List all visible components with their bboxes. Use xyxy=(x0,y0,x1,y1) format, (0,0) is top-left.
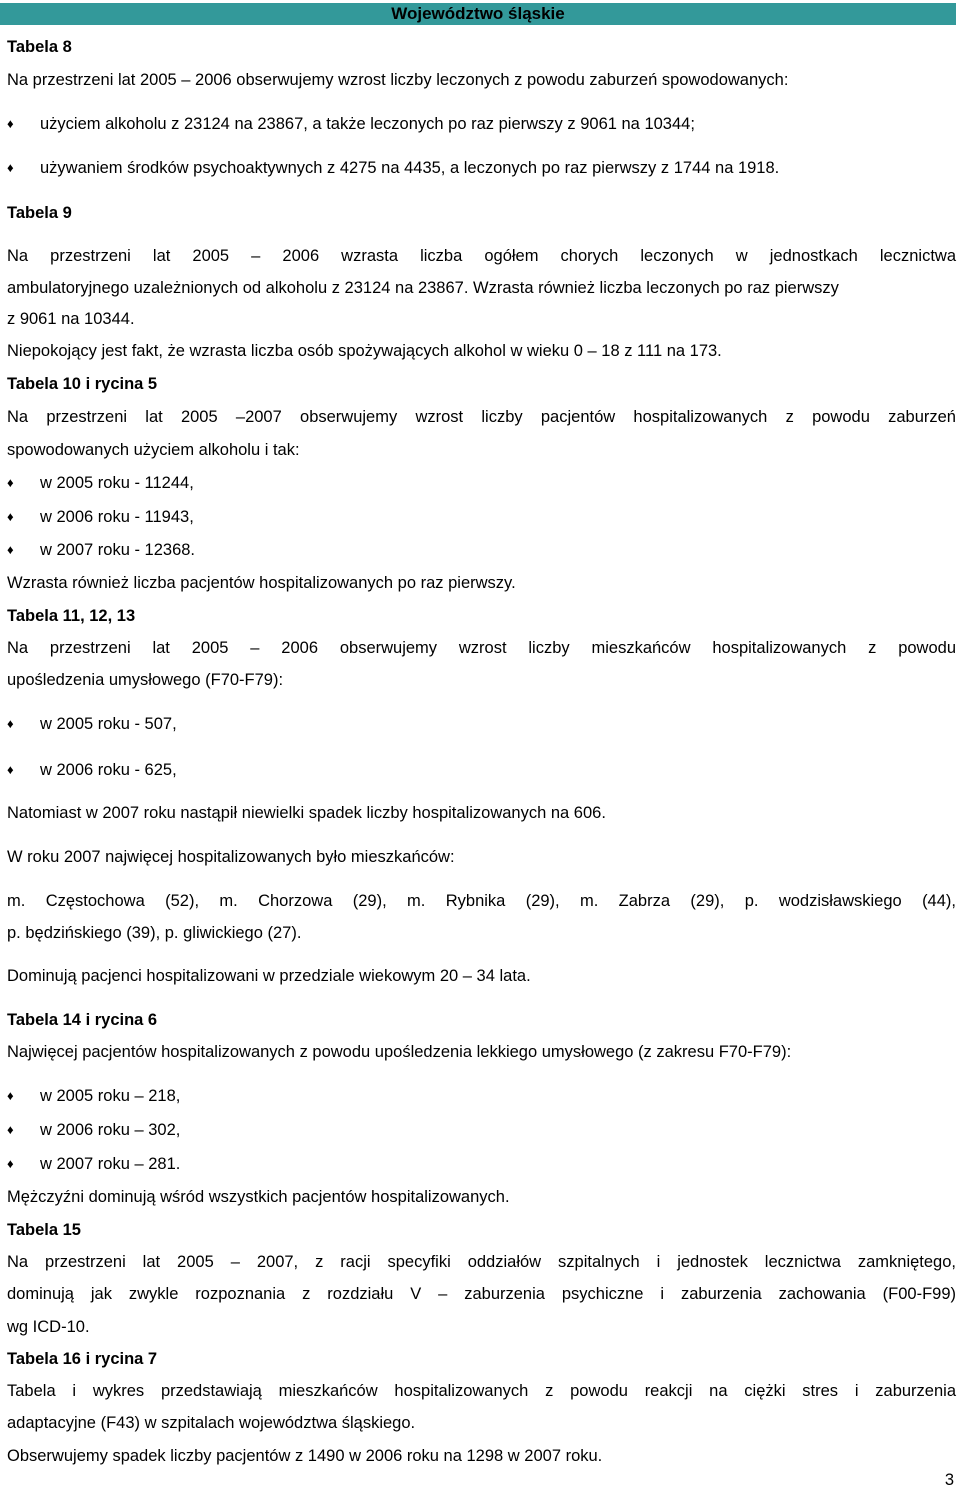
paragraph-line: Na przestrzeni lat 2005 – 2006 wzrasta liczba ogółem chorych leczonych w jednostkach lecznictwa xyxy=(7,247,956,265)
paragraph-line: Na przestrzeni lat 2005 – 2007, z racji specyfiki oddziałów szpitalnych i jednostek lecznictwa zamkniętego, xyxy=(7,1253,956,1271)
paragraph-line: Najwięcej pacjentów hospitalizowanych z powodu upośledzenia lekkiego umysłowego (z zakresu F70-F79): xyxy=(7,1043,792,1061)
diamond-bullet-icon: ♦ xyxy=(7,762,14,777)
page-number: 3 xyxy=(944,1471,954,1489)
list-item-text: w 2006 roku - 11943, xyxy=(40,508,194,526)
paragraph-line: Niepokojący jest fakt, że wzrasta liczba osób spożywających alkohol w wieku 0 – 18 z 111 na 173. xyxy=(7,342,722,360)
paragraph-line: p. będzińskiego (39), p. gliwickiego (27). xyxy=(7,924,302,942)
list-item-text: użyciem alkoholu z 23124 na 23867, a także leczonych po raz pierwszy z 9061 na 10344; xyxy=(40,115,695,133)
list-item-text: w 2006 roku - 625, xyxy=(40,761,177,779)
list-item-text: w 2005 roku – 218, xyxy=(40,1087,181,1105)
paragraph-line: upośledzenia umysłowego (F70-F79): xyxy=(7,671,284,689)
diamond-bullet-icon: ♦ xyxy=(7,1088,14,1103)
heading-tabela-16: Tabela 16 i rycina 7 xyxy=(7,1350,158,1368)
list-item xyxy=(7,541,195,560)
list-item-text: w 2007 roku - 12368. xyxy=(40,541,196,559)
paragraph-line: Mężczyźni dominują wśród wszystkich pacjentów hospitalizowanych. xyxy=(7,1188,510,1206)
list-item-text: w 2007 roku – 281. xyxy=(40,1155,181,1173)
paragraph-line: m. Częstochowa (52), m. Chorzowa (29), m. Rybnika (29), m. Zabrza (29), p. wodzisławskiego (44), xyxy=(7,892,956,910)
paragraph-line: W roku 2007 najwięcej hospitalizowanych było mieszkańców: xyxy=(7,848,455,866)
region-header: Województwo śląskie xyxy=(0,3,956,25)
diamond-bullet-icon: ♦ xyxy=(7,1156,14,1171)
paragraph-line: adaptacyjne (F43) w szpitalach województwa śląskiego. xyxy=(7,1414,416,1432)
heading-tabela-15: Tabela 15 xyxy=(7,1221,81,1239)
paragraph-line: Obserwujemy spadek liczby pacjentów z 1490 w 2006 roku na 1298 w 2007 roku. xyxy=(7,1447,603,1465)
diamond-bullet-icon: ♦ xyxy=(7,716,14,731)
heading-tabela-14: Tabela 14 i rycina 6 xyxy=(7,1011,158,1029)
heading-tabela-8: Tabela 8 xyxy=(7,38,72,56)
paragraph-line: z 9061 na 10344. xyxy=(7,310,135,328)
list-item-text: w 2006 roku – 302, xyxy=(40,1121,181,1139)
paragraph-line: Dominują pacjenci hospitalizowani w przedziale wiekowym 20 – 34 lata. xyxy=(7,967,531,985)
paragraph-line: Tabela i wykres przedstawiają mieszkańców hospitalizowanych z powodu reakcji na ciężki stres i zaburzenia xyxy=(7,1382,956,1400)
list-item-text: w 2005 roku - 11244, xyxy=(40,474,194,492)
list-item xyxy=(7,761,177,780)
list-item-text: używaniem środków psychoaktywnych z 4275 na 4435, a leczonych po raz pierwszy z 1744 na 1918. xyxy=(40,159,780,177)
diamond-bullet-icon: ♦ xyxy=(7,1122,14,1137)
diamond-bullet-icon: ♦ xyxy=(7,160,14,175)
heading-tabela-11-12-13: Tabela 11, 12, 13 xyxy=(7,607,136,625)
list-item xyxy=(7,115,695,134)
list-item-text: w 2005 roku - 507, xyxy=(40,715,177,733)
list-item xyxy=(7,1121,180,1140)
diamond-bullet-icon: ♦ xyxy=(7,475,14,490)
paragraph-line: spowodowanych użyciem alkoholu i tak: xyxy=(7,441,300,459)
list-item xyxy=(7,159,779,178)
list-item xyxy=(7,715,177,734)
diamond-bullet-icon: ♦ xyxy=(7,542,14,557)
list-item xyxy=(7,1155,180,1174)
list-item xyxy=(7,1087,180,1106)
paragraph-line: Na przestrzeni lat 2005 – 2006 obserwujemy wzrost liczby leczonych z powodu zaburzeń spowodowanych: xyxy=(7,71,789,89)
paragraph-line: wg ICD-10. xyxy=(7,1318,90,1336)
list-item xyxy=(7,474,194,493)
list-item xyxy=(7,508,194,527)
paragraph-line: Na przestrzeni lat 2005 –2007 obserwujemy wzrost liczby pacjentów hospitalizowanych z powodu zaburzeń xyxy=(7,408,956,426)
diamond-bullet-icon: ♦ xyxy=(7,116,14,131)
heading-tabela-10: Tabela 10 i rycina 5 xyxy=(7,375,158,393)
paragraph-line: Natomiast w 2007 roku nastąpił niewielki spadek liczby hospitalizowanych na 606. xyxy=(7,804,606,822)
paragraph-line: Na przestrzeni lat 2005 – 2006 obserwujemy wzrost liczby mieszkańców hospitalizowanych z powodu xyxy=(7,639,956,657)
paragraph-line: dominują jak zwykle rozpoznania z rozdziału V – zaburzenia psychiczne i zaburzenia zachowania (F00-F99) xyxy=(7,1285,956,1303)
paragraph-line: ambulatoryjnego uzależnionych od alkoholu z 23124 na 23867. Wzrasta również liczba leczonych po raz pierwszy xyxy=(7,279,839,297)
paragraph-line: Wzrasta również liczba pacjentów hospitalizowanych po raz pierwszy. xyxy=(7,574,516,592)
heading-tabela-9: Tabela 9 xyxy=(7,204,72,222)
diamond-bullet-icon: ♦ xyxy=(7,509,14,524)
